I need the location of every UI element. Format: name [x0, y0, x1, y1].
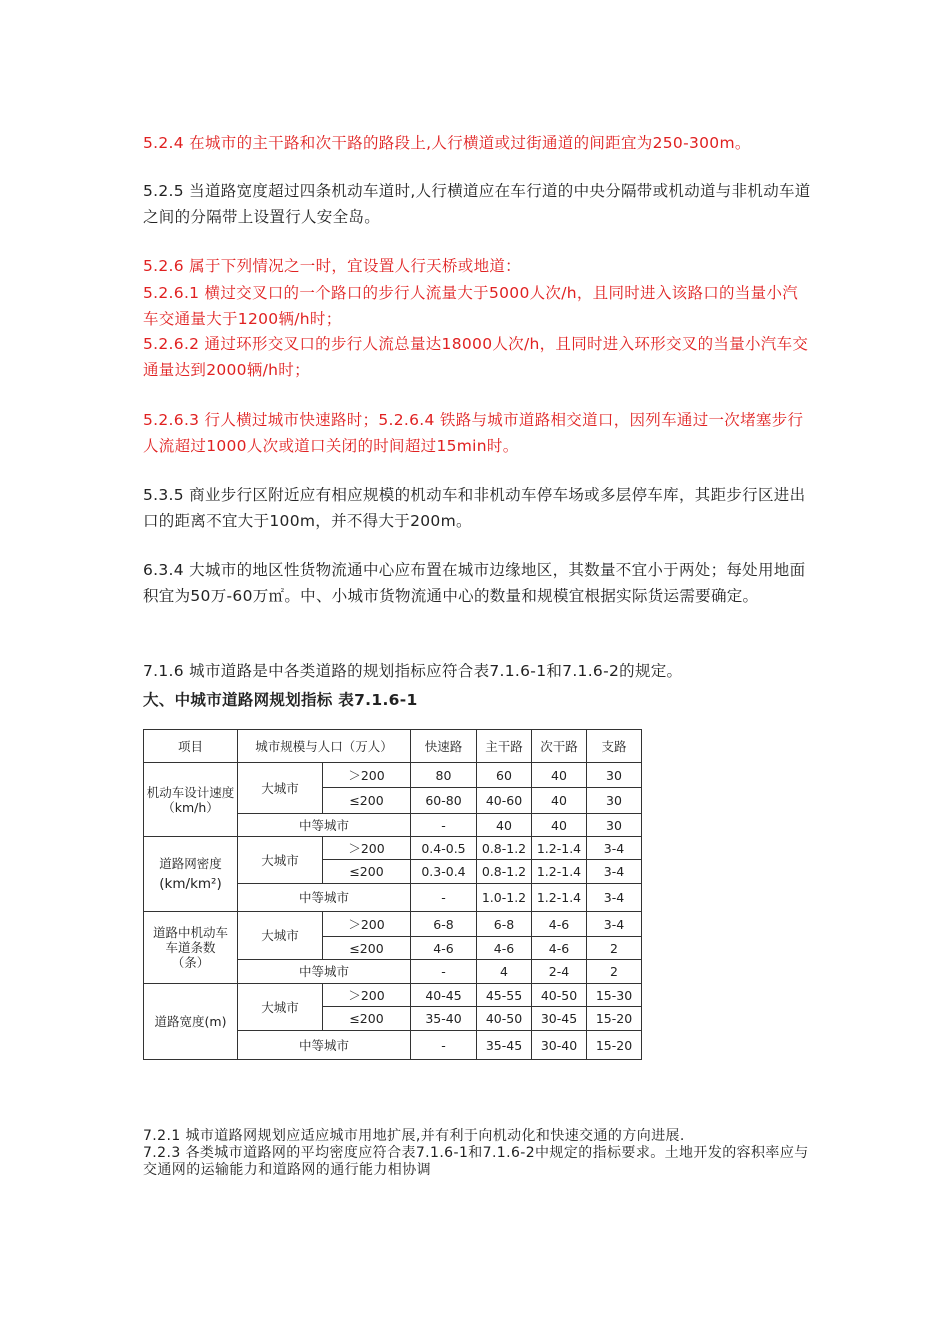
header-branch: 支路	[587, 730, 642, 763]
medium-city-label: 中等城市	[238, 1031, 411, 1060]
para-5-2-4: 5.2.4 在城市的主干路和次干路的路段上,人行横道或过街通道的间距宜为250-300m。	[143, 134, 751, 152]
cell: -	[411, 884, 477, 912]
cell: 6-8	[477, 912, 532, 937]
pop-gt200: ＞200	[323, 912, 411, 937]
cell: 3-4	[587, 884, 642, 912]
pop-gt200: ＞200	[323, 763, 411, 788]
cell: 4-6	[532, 912, 587, 937]
cell: 30	[587, 788, 642, 814]
cell: 1.2-1.4	[532, 860, 587, 884]
table-row	[144, 837, 642, 860]
table-row	[144, 984, 642, 1007]
table-header-row	[144, 730, 642, 763]
header-scale: 城市规模与人口（万人）	[238, 730, 411, 763]
para-5-2-6-2: 5.2.6.2 通过环形交叉口的步行人流总量达18000人次/h，且同时进入环形交叉的当量小汽车交通量达到2000辆/h时；	[143, 335, 809, 379]
big-city-label: 大城市	[238, 763, 323, 814]
cell: 0.4-0.5	[411, 837, 477, 860]
group-label-unit: (km/km²)	[159, 876, 222, 892]
cell: 3-4	[587, 837, 642, 860]
big-city-label: 大城市	[238, 984, 323, 1031]
para-5-2-6-1: 5.2.6.1 横过交叉口的一个路口的步行人流量大于5000人次/h，且同时进入该路口的当量小汽车交通量大于1200辆/h时；	[143, 284, 799, 328]
cell: 30	[587, 814, 642, 837]
cell: 15-20	[587, 1007, 642, 1031]
header-item: 项目	[144, 730, 238, 763]
cell: 80	[411, 763, 477, 788]
cell: 45-55	[477, 984, 532, 1007]
pop-le200: ≤200	[323, 788, 411, 814]
header-arterial: 主干路	[477, 730, 532, 763]
cell: 30	[587, 763, 642, 788]
cell: 0.8-1.2	[477, 837, 532, 860]
group-label: 道路宽度(m)	[144, 984, 238, 1060]
cell: 60	[477, 763, 532, 788]
medium-city-label: 中等城市	[238, 960, 411, 984]
cell: 2-4	[532, 960, 587, 984]
cell: 40-50	[477, 1007, 532, 1031]
cell: 40	[532, 788, 587, 814]
group-label-text: 道路网密度	[159, 856, 222, 871]
cell: 40-45	[411, 984, 477, 1007]
para-6-3-4: 6.3.4 大城市的地区性货物流通中心应布置在城市边缘地区，其数量不宜小于两处；每处用地面积宜为50万-60万㎡。中、小城市货物流通中心的数量和规模宜根据实际货运需要确定。	[143, 561, 806, 605]
group-label: 道路中机动车车道条数（条）	[144, 912, 238, 984]
cell: 30-40	[532, 1031, 587, 1060]
group-label	[144, 837, 238, 912]
big-city-label: 大城市	[238, 837, 323, 884]
cell: 1.0-1.2	[477, 884, 532, 912]
road-network-table	[143, 729, 642, 1060]
cell: 40	[532, 814, 587, 837]
cell: 60-80	[411, 788, 477, 814]
cell: 35-40	[411, 1007, 477, 1031]
cell: 4	[477, 960, 532, 984]
para-7-1-6: 7.1.6 城市道路是中各类道路的规划指标应符合表7.1.6-1和7.1.6-2的规定。	[143, 662, 683, 680]
cell: 40-60	[477, 788, 532, 814]
cell: 35-45	[477, 1031, 532, 1060]
cell: 15-20	[587, 1031, 642, 1060]
para-7-2-1: 7.2.1 城市道路网规划应适应城市用地扩展,并有利于向机动化和快速交通的方向进展.	[143, 1128, 685, 1144]
table-row	[144, 763, 642, 788]
pop-gt200: ＞200	[323, 837, 411, 860]
cell: 40-50	[532, 984, 587, 1007]
cell: 40	[532, 763, 587, 788]
big-city-label: 大城市	[238, 912, 323, 960]
cell: 2	[587, 937, 642, 960]
cell: 1.2-1.4	[532, 884, 587, 912]
cell: 4-6	[532, 937, 587, 960]
table-title: 大、中城市道路网规划指标 表7.1.6-1	[143, 691, 418, 709]
pop-le200: ≤200	[323, 860, 411, 884]
cell: 6-8	[411, 912, 477, 937]
pop-gt200: ＞200	[323, 984, 411, 1007]
cell: -	[411, 814, 477, 837]
cell: 40	[477, 814, 532, 837]
cell: 0.8-1.2	[477, 860, 532, 884]
medium-city-label: 中等城市	[238, 884, 411, 912]
cell: 30-45	[532, 1007, 587, 1031]
pop-le200: ≤200	[323, 937, 411, 960]
pop-le200: ≤200	[323, 1007, 411, 1031]
cell: 3-4	[587, 912, 642, 937]
cell: 0.3-0.4	[411, 860, 477, 884]
cell: -	[411, 1031, 477, 1060]
cell: -	[411, 960, 477, 984]
para-5-3-5: 5.3.5 商业步行区附近应有相应规模的机动车和非机动车停车场或多层停车库，其距步行区进出口的距离不宜大于100m，并不得大于200m。	[143, 486, 806, 530]
cell: 4-6	[477, 937, 532, 960]
para-5-2-5: 5.2.5 当道路宽度超过四条机动车道时,人行横道应在车行道的中央分隔带或机动道与非机动车道之间的分隔带上设置行人安全岛。	[143, 182, 811, 226]
cell: 15-30	[587, 984, 642, 1007]
para-5-2-6-3: 5.2.6.3 行人横过城市快速路时；5.2.6.4 铁路与城市道路相交道口，因列车通过一次堵塞步行人流超过1000人次或道口关闭的时间超过15min时。	[143, 411, 804, 455]
table-row	[144, 912, 642, 937]
para-7-2-3: 7.2.3 各类城市道路网的平均密度应符合表7.1.6-1和7.1.6-2中规定的指标要求。土地开发的容积率应与交通网的运输能力和道路网的通行能力相协调	[143, 1145, 809, 1178]
cell: 3-4	[587, 860, 642, 884]
header-secondary: 次干路	[532, 730, 587, 763]
medium-city-label: 中等城市	[238, 814, 411, 837]
group-label: 机动车设计速度（km/h）	[144, 763, 238, 837]
cell: 2	[587, 960, 642, 984]
para-5-2-6: 5.2.6 属于下列情况之一时，宜设置人行天桥或地道：	[143, 257, 521, 275]
cell: 4-6	[411, 937, 477, 960]
cell: 1.2-1.4	[532, 837, 587, 860]
header-expressway: 快速路	[411, 730, 477, 763]
